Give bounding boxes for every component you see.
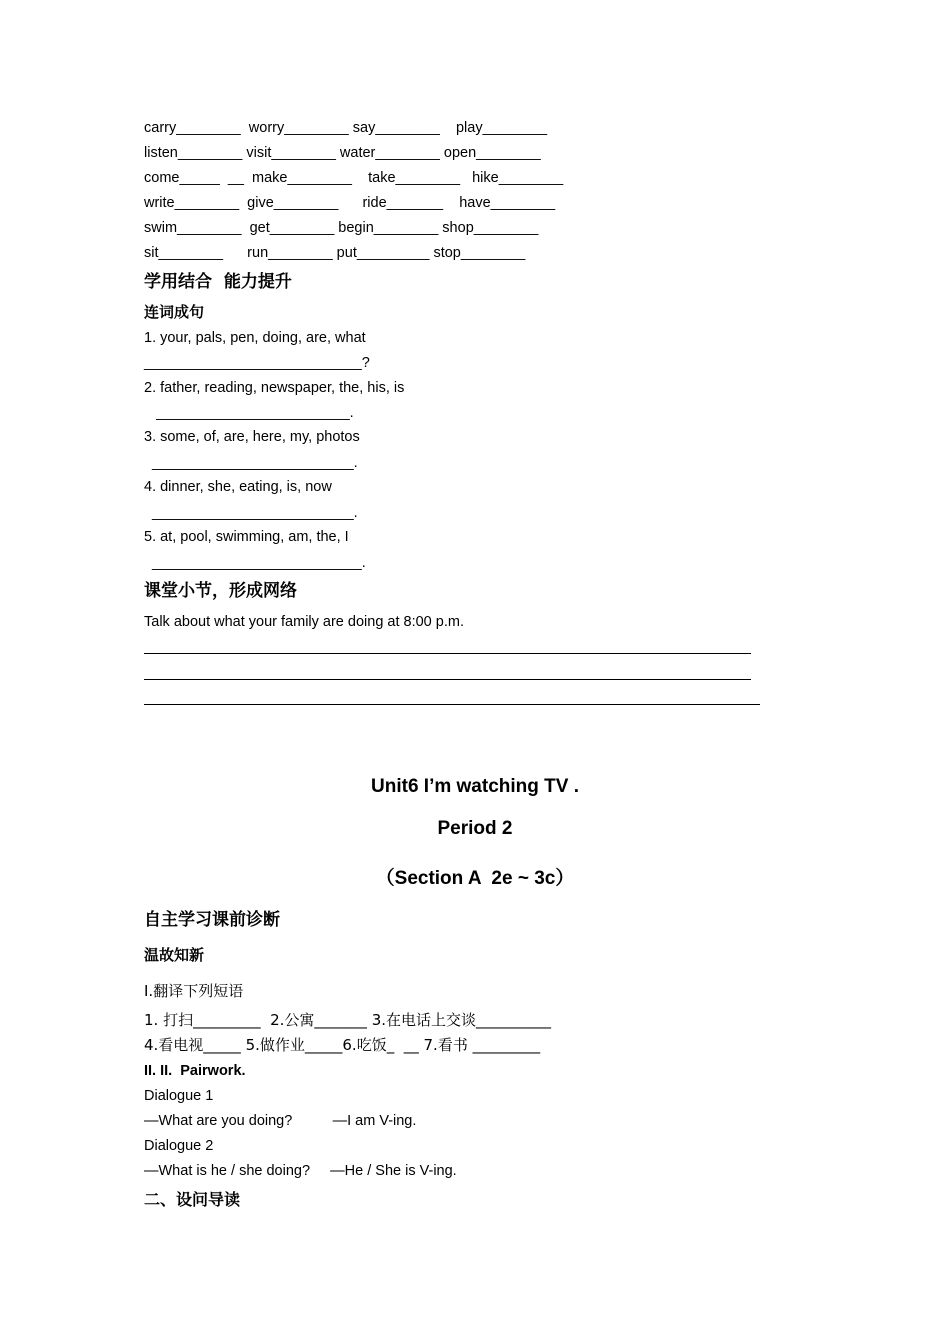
section-heading-summary: 课堂小节，形成网络	[144, 581, 297, 601]
pairwork-title: II. II. Pairwork.	[144, 1063, 246, 1079]
translate-row: 1. 打扫_________ 2.公寓_______ 3.在电话上交谈__________	[144, 1011, 552, 1029]
writing-line	[144, 704, 760, 705]
exercise-answer-blank: ___________________________?	[144, 355, 370, 371]
verb-row: write________ give________ ride_______ have________	[144, 195, 556, 211]
exercise-prompt: 1. your, pals, pen, doing, are, what	[144, 330, 366, 346]
section-heading-guide: 二、设问导读	[144, 1190, 241, 1209]
subheading-review: 温故知新	[144, 946, 205, 964]
exercise-answer-blank: _________________________.	[144, 455, 358, 471]
writing-line	[144, 653, 751, 654]
translate-title: I.翻译下列短语	[144, 982, 244, 1000]
section-heading-selfstudy: 自主学习课前诊断	[144, 910, 280, 930]
section-range-title: （Section A 2e ~ 3c）	[375, 868, 575, 889]
writing-line	[144, 679, 751, 680]
unit-title: Unit6 I’m watching TV .	[371, 776, 579, 797]
exercise-answer-blank: _________________________.	[144, 505, 358, 521]
exercise-prompt: 2. father, reading, newspaper, the, his, is	[144, 380, 405, 396]
dialogue-line: —What are you doing? —I am V-ing.	[144, 1113, 417, 1129]
verb-row: carry________ worry________ say________ play________	[144, 120, 548, 136]
verb-row: listen________ visit________ water________ open________	[144, 145, 541, 161]
translate-row: 4.看电视_____ 5.做作业_____6.吃饭_ __ 7.看书 _________	[144, 1036, 541, 1054]
dialogue-label: Dialogue 2	[144, 1138, 214, 1154]
exercise-prompt: 5. at, pool, swimming, am, the, I	[144, 529, 349, 545]
section-heading-practice: 学用结合 能力提升	[144, 272, 292, 292]
dialogue-line: —What is he / she doing? —He / She is V-ing.	[144, 1163, 457, 1179]
exercise-prompt: 3. some, of, are, here, my, photos	[144, 429, 360, 445]
verb-row: swim________ get________ begin________ shop________	[144, 220, 539, 236]
period-title: Period 2	[437, 818, 513, 839]
summary-prompt: Talk about what your family are doing at 8:00 p.m.	[144, 614, 464, 630]
verb-row: come_____ __ make________ take________ hike________	[144, 170, 564, 186]
exercise-answer-blank: __________________________.	[144, 555, 366, 571]
dialogue-label: Dialogue 1	[144, 1088, 214, 1104]
exercise-prompt: 4. dinner, she, eating, is, now	[144, 479, 332, 495]
exercise-answer-blank: ________________________.	[144, 405, 354, 421]
verb-row: sit________ run________ put_________ stop________	[144, 245, 526, 261]
subheading-word-order: 连词成句	[144, 303, 205, 321]
